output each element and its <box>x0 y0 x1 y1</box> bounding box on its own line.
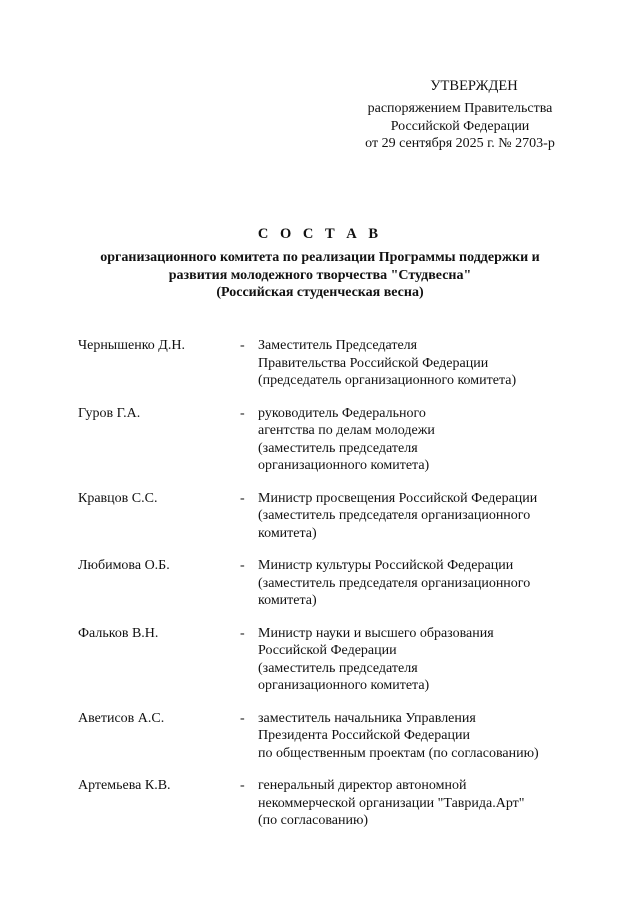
member-separator: - <box>240 405 245 421</box>
member-name: Чернышенко Д.Н. <box>78 338 185 353</box>
member-name: Аветисов А.С. <box>78 710 165 726</box>
member-role-line: (заместитель председателя <box>258 440 418 456</box>
approval-title: УТВЕРЖДЕН <box>430 78 518 94</box>
member-role <box>258 710 578 763</box>
member-role-line: Министр науки и высшего образования <box>258 625 494 641</box>
member-separator: - <box>240 710 245 726</box>
member-role-line: комитета) <box>258 525 317 541</box>
member-role-line: по общественным проектам (по согласованию) <box>258 745 539 761</box>
member-role-line: некоммерческой организации "Таврида.Арт" <box>258 795 525 811</box>
member-separator: - <box>240 558 245 573</box>
member-name: Любимова О.Б. <box>78 558 170 573</box>
member-row <box>78 337 578 390</box>
member-role-line: Правительства Российской Федерации <box>258 355 489 371</box>
approval-line-government: Российской Федерации <box>390 118 530 134</box>
member-name: Артемьева К.В. <box>78 778 171 793</box>
member-role-line: руководитель Федерального <box>258 405 426 421</box>
member-role-line: (заместитель председателя организационного <box>258 575 531 591</box>
member-role-line: заместитель начальника Управления <box>258 710 476 726</box>
subheading-line: организационного комитета по реализации Программы поддержки и <box>100 250 540 265</box>
approval-line-date: от 29 сентября 2025 г. № 2703-р <box>365 136 555 151</box>
member-role <box>258 405 578 475</box>
document-subheading <box>60 249 580 302</box>
member-name: Кравцов С.С. <box>78 490 158 506</box>
member-role-line: (заместитель председателя организационного <box>258 508 531 523</box>
member-role-line: организационного комитета) <box>258 678 430 693</box>
member-role-line: Президента Российской Федерации <box>258 728 470 743</box>
member-role <box>258 625 578 695</box>
approval-block <box>340 78 580 153</box>
member-role-line: (председатель организационного комитета) <box>258 373 517 388</box>
member-separator: - <box>240 490 245 506</box>
member-row <box>78 557 578 610</box>
member-row <box>78 625 578 695</box>
member-role <box>258 490 578 543</box>
subheading-line: (Российская студенческая весна) <box>216 285 424 300</box>
member-role-line: Министр просвещения Российской Федерации <box>258 490 538 506</box>
member-role-line: генеральный директор автономной <box>258 778 467 793</box>
approval-line-decree: распоряжением Правительства <box>367 101 553 116</box>
member-role-line: (по согласованию) <box>258 813 369 828</box>
member-role-line: Российской Федерации <box>258 643 397 658</box>
member-role <box>258 337 578 390</box>
member-role-line: комитета) <box>258 593 317 608</box>
subheading-line: развития молодежного творчества "Студвесна" <box>168 267 472 283</box>
member-row <box>78 490 578 543</box>
member-role-line: Заместитель Председателя <box>258 338 418 353</box>
member-separator: - <box>240 778 245 793</box>
member-row <box>78 777 578 830</box>
member-row <box>78 405 578 475</box>
member-separator: - <box>240 625 245 641</box>
member-row <box>78 710 578 763</box>
member-role-line: (заместитель председателя <box>258 660 418 676</box>
member-separator: - <box>240 338 245 353</box>
member-name: Фальков В.Н. <box>78 625 159 641</box>
member-name: Гуров Г.А. <box>78 405 141 421</box>
member-list <box>78 337 578 830</box>
member-role <box>258 777 578 830</box>
member-role-line: организационного комитета) <box>258 458 430 473</box>
document-heading: С О С Т А В <box>257 226 383 242</box>
member-role-line: агентства по делам молодежи <box>258 423 435 438</box>
member-role <box>258 557 578 610</box>
member-role-line: Министр культуры Российской Федерации <box>258 558 514 573</box>
